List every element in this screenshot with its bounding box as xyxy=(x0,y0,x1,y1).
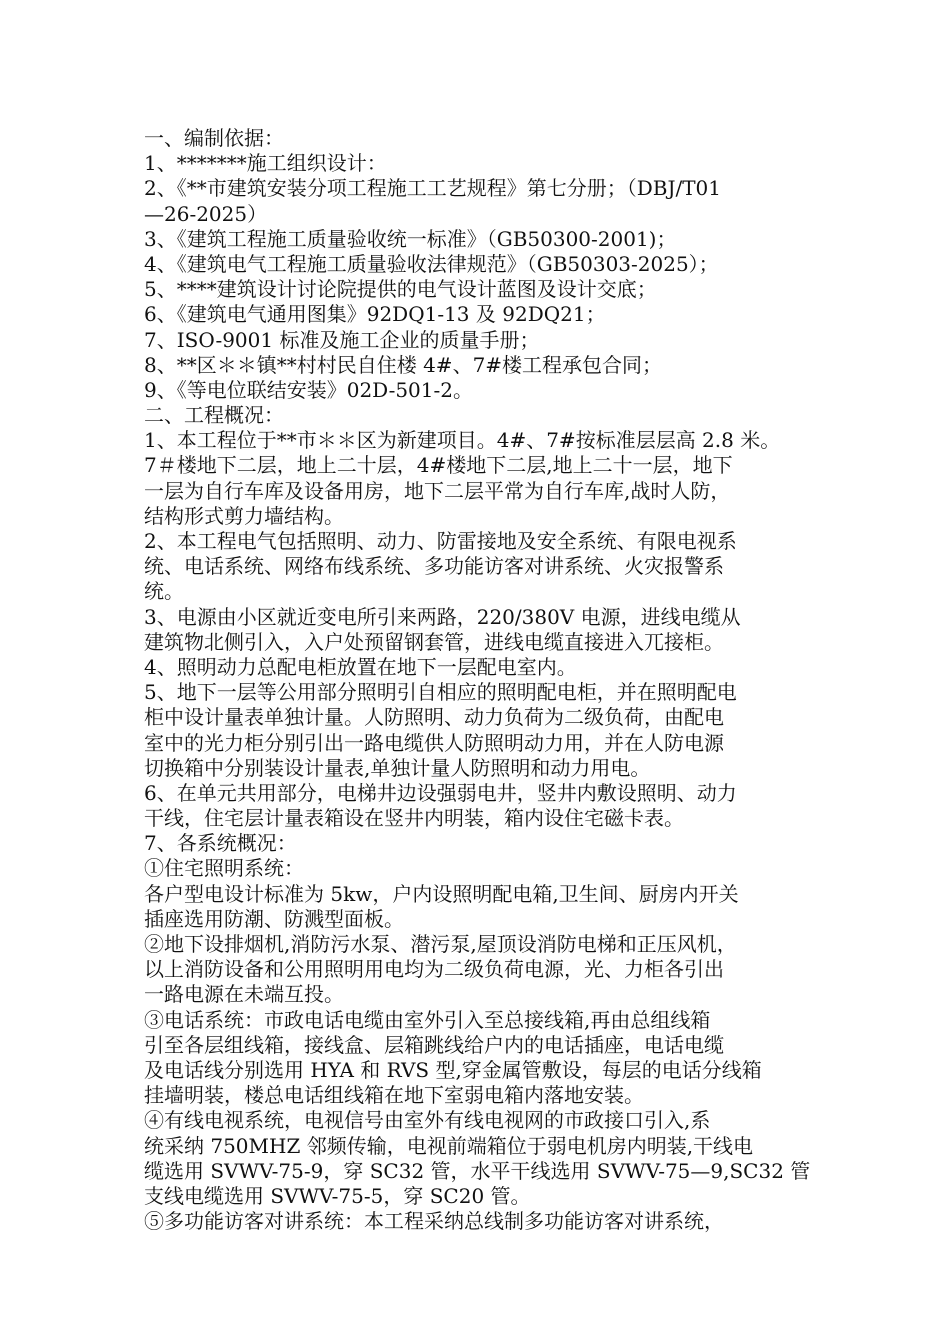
overview-paragraph-3-line-2: 建筑物北侧引入，入户处预留钢套管，进线电缆直接进入兀接柜。 xyxy=(144,629,724,654)
system-lighting-text: 各户型电设计标准为 5kw，户内设照明配电箱,卫生间、厨房内开关 xyxy=(144,881,739,906)
overview-paragraph-3: 3、电源由小区就近变电所引来两路，220/380V 电源，进线电缆从 xyxy=(144,604,741,629)
section-heading-basis: 一、编制依据： xyxy=(144,126,284,150)
system-telephone-text: ③电话系统：市政电话电缆由室外引入至总接线箱,再由总组线箱 xyxy=(144,1007,711,1032)
overview-paragraph-5-line-4: 切换箱中分别装设计量表,单独计量人防照明和动力用电。 xyxy=(144,755,651,780)
system-telephone-text-line-3: 及电话线分别选用 HYA 和 RVS 型,穿金属管敷设，每层的电话分线箱 xyxy=(144,1057,762,1082)
system-lighting-heading: ①住宅照明系统： xyxy=(144,856,304,881)
basis-item-1: 1、*******施工组织设计： xyxy=(144,151,387,176)
overview-paragraph-2-line-2: 统、电话系统、网络布线系统、多功能访客对讲系统、火灾报警系 xyxy=(144,554,724,579)
system-fire-equipment-text-line-2: 以上消防设备和公用照明用电均为二级负荷电源，光、力柜各引出 xyxy=(144,957,724,982)
overview-paragraph-6-line-2: 干线，住宅层计量表箱设在竖井内明装，箱内设住宅磁卡表。 xyxy=(144,806,684,831)
basis-item-5: 5、****建筑设计讨论院提供的电气设计蓝图及设计交底； xyxy=(144,277,657,302)
basis-item-2: 2、《**市建筑安装分项工程施工工艺规程》第七分册；（DBJ/T01 xyxy=(144,176,722,201)
overview-paragraph-1-line-4: 结构形式剪力墙结构。 xyxy=(144,503,344,528)
system-cable-tv-text-line-4: 支线电缆选用 SVWV-75-5，穿 SC20 管。 xyxy=(144,1183,531,1208)
system-fire-equipment-text: ②地下设排烟机,消防污水泵、潜污泵,屋顶设消防电梯和正压风机， xyxy=(144,932,737,956)
system-cable-tv-text-line-3: 缆选用 SVWV-75-9，穿 SC32 管，水平干线选用 SVWV-75—9,SC32 管 xyxy=(144,1158,811,1183)
system-telephone-text-line-2: 引至各层组线箱，接线盒、层箱跳线给户内的电话插座，电话电缆 xyxy=(144,1032,724,1057)
basis-item-2-cont: —26-2025） xyxy=(144,201,268,226)
overview-paragraph-5: 5、地下一层等公用部分照明引自相应的照明配电柜，并在照明配电 xyxy=(144,680,737,705)
system-telephone-text-line-4: 挂墙明装，楼总电话组线箱在地下室弱电箱内落地安装。 xyxy=(144,1083,644,1108)
system-cable-tv-text-line-2: 统采纳 750MHZ 邻频传输，电视前端箱位于弱电机房内明装,干线电 xyxy=(144,1133,754,1158)
overview-paragraph-2: 2、本工程电气包括照明、动力、防雷接地及安全系统、有限电视系 xyxy=(144,529,737,553)
system-cable-tv-text: ④有线电视系统，电视信号由室外有线电视网的市政接口引入,系 xyxy=(144,1108,711,1133)
system-intercom-text: ⑤多功能访客对讲系统：本工程采纳总线制多功能访客对讲系统， xyxy=(144,1209,724,1234)
system-fire-equipment-text-line-3: 一路电源在未端互投。 xyxy=(144,982,344,1007)
section-heading-overview: 二、工程概况： xyxy=(144,403,284,428)
basis-item-4: 4、《建筑电气工程施工质量验收法律规范》（GB50303-2025）； xyxy=(144,251,719,276)
overview-paragraph-4: 4、照明动力总配电柜放置在地下一层配电室内。 xyxy=(144,654,577,679)
overview-paragraph-2-line-3: 统。 xyxy=(144,579,184,604)
basis-item-7: 7、ISO-9001 标准及施工企业的质量手册； xyxy=(144,327,540,352)
overview-paragraph-1-line-3: 一层为自行车库及设备用房，地下二层平常为自行车库,战时人防， xyxy=(144,478,731,503)
overview-paragraph-1: 1、本工程位于**市＊＊区为新建项目。4#、7#按标准层层高 2.8 米。 xyxy=(144,428,781,453)
system-lighting-text-line-2: 插座选用防潮、防溅型面板。 xyxy=(144,906,404,931)
systems-heading: 7、各系统概况： xyxy=(144,831,297,856)
overview-paragraph-6: 6、在单元共用部分，电梯井边设强弱电井，竖井内敷设照明、动力 xyxy=(144,780,737,805)
overview-paragraph-5-line-3: 室中的光力柜分别引出一路电缆供人防照明动力用，并在人防电源 xyxy=(144,730,724,755)
basis-item-8: 8、**区＊＊镇**村村民自住楼 4#、7#楼工程承包合同； xyxy=(144,352,663,377)
overview-paragraph-1-line-2: 7＃楼地下二层，地上二十层，4#楼地下二层,地上二十一层，地下 xyxy=(144,453,733,478)
basis-item-6: 6、《建筑电气通用图集》92DQ1-13 及 92DQ21； xyxy=(144,302,606,327)
document-body xyxy=(144,126,824,1234)
overview-paragraph-5-line-2: 柜中设计量表单独计量。人防照明、动力负荷为二级负荷，由配电 xyxy=(144,705,724,730)
basis-item-9: 9、《等电位联结安装》02D-501-2。 xyxy=(144,377,473,402)
basis-item-3: 3、《建筑工程施工质量验收统一标准》（GB50300-2001)； xyxy=(144,226,677,251)
